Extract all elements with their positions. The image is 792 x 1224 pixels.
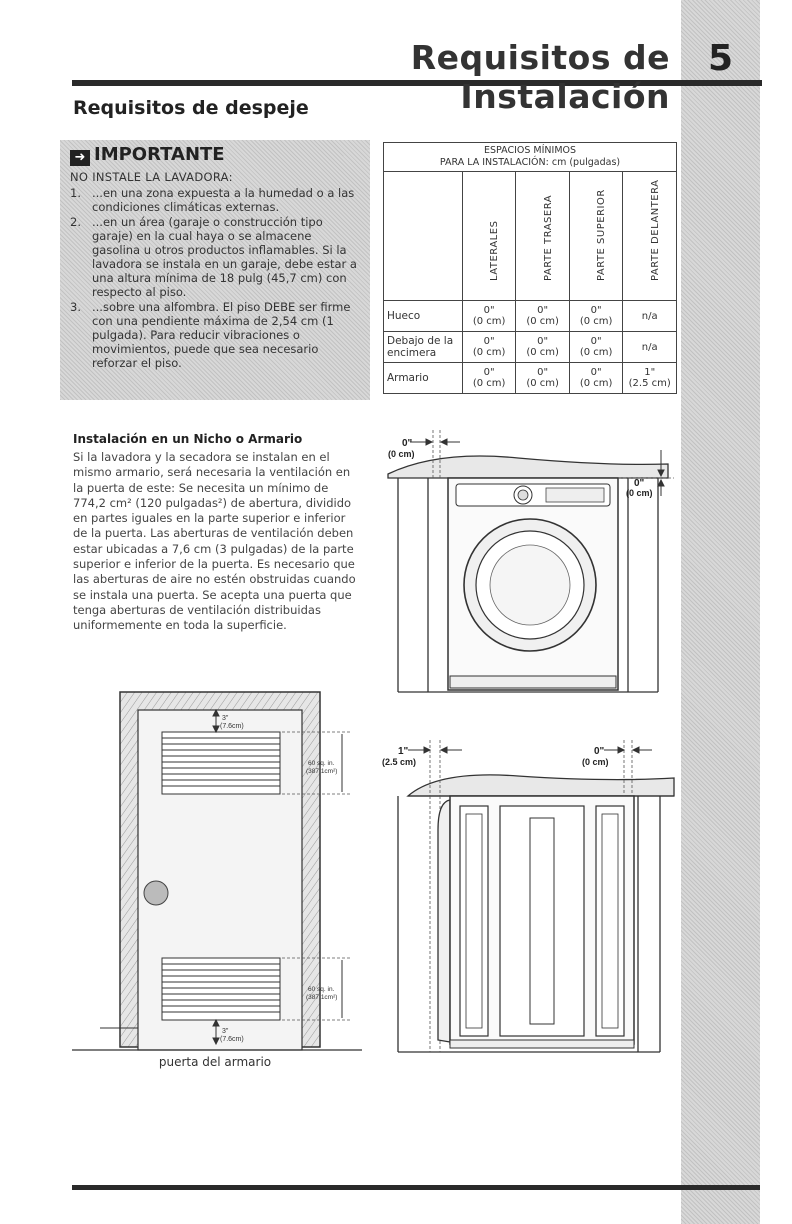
bottom-vent-area-label: 60 sq. in. [308,986,335,993]
list-item-number: 2. [70,215,81,229]
column-header-label: PARTE TRASERA [542,194,554,281]
washer-side [438,796,634,1048]
list-item-number: 1. [70,186,81,200]
list-item-text: ...en un área (garaje o construcción tipo garaje) en la cual haya o se almacene gasolina u otros productos inflamables. Si la lavadora se instala en un garaje, debe estar a una altura mínima de 18 pulg (45,7 cm) con respecto al piso. [92,215,357,299]
side-gap-label-cm: (0 cm) [388,449,415,459]
front-gap-arrows [408,747,462,753]
column-header [569,172,623,301]
table-row [384,301,677,332]
front-gap-label: 1" [398,746,409,757]
top-gap-label: 3" [222,715,229,722]
footer-rule [72,1185,760,1190]
page-number: 5 [707,38,734,79]
table-cell [462,332,516,363]
cell-inches: n/a [641,341,658,353]
column-header-label: PARTE DELANTERA [649,179,661,281]
cell-inches: 0" [590,367,602,378]
important-warning: NO INSTALE LA LAVADORA: [70,170,233,184]
bottom-vent-area-label-cm: (387.1cm²) [306,994,338,1001]
list-item [70,300,362,370]
table-cell [623,301,677,332]
column-header [516,172,570,301]
table-cell [569,301,623,332]
side-view-figure [378,740,678,1060]
row-label: Debajo de la encimera [384,332,463,363]
bottom-gap-label-cm: (7.6cm) [220,1036,244,1043]
cell-cm: (0 cm) [526,378,559,389]
cell-cm: (2.5 cm) [628,378,671,389]
important-notice [60,140,370,400]
top-gap-label-cm: (7.6cm) [220,723,244,730]
table-cell [569,363,623,394]
side-gap-label: 0" [402,438,413,449]
cell-inches: n/a [641,310,658,322]
cell-inches: 0" [590,305,602,316]
column-header [623,172,677,301]
row-label: Hueco [384,301,463,332]
table-title-line2: PARA LA INSTALACIÓN: cm (pulgadas) [439,157,621,168]
cell-inches: 0" [483,336,495,347]
cell-cm: (0 cm) [579,378,613,389]
list-item-text: ...sobre una alfombra. El piso DEBE ser firme con una pendiente máxima de 2,54 cm (1 pulgada). Para reducir vibraciones o movimientos, puede que sea necesario reforzar el piso. [92,300,351,370]
cell-cm: (0 cm) [472,316,506,327]
cell-inches: 0" [590,336,602,347]
table-cell [569,332,623,363]
table-cell [462,301,516,332]
countertop [408,775,674,796]
table-row [384,363,677,394]
table-corner [384,172,463,301]
door-caption: puerta del armario [158,1055,272,1069]
table-row [384,332,677,363]
bottom-vent [162,958,280,1020]
cell-inches: 0" [483,367,495,378]
row-label: Armario [384,363,463,394]
cell-inches: 1" [644,367,656,378]
bottom-gap-label: 3" [222,1028,229,1035]
top-vent [162,732,280,794]
cell-cm: (0 cm) [579,347,613,358]
top-gap-label-cm: (0 cm) [626,488,653,498]
cell-cm: (0 cm) [526,316,559,327]
rear-gap-label-cm: (0 cm) [582,757,609,767]
niche-title: Instalación en un Nicho o Armario [73,432,303,446]
washer-front [448,478,618,690]
front-view-figure [378,430,678,700]
countertop [388,456,668,478]
table-cell [516,332,570,363]
cell-inches: 0" [537,336,549,347]
list-item-text: ...en una zona expuesta a la humedad o a las condiciones climáticas externas. [92,186,355,214]
table-title [384,143,677,172]
section-title: Requisitos de despeje [73,97,309,119]
cell-inches: 0" [483,305,495,316]
arrow-icon: ➜ [70,150,90,166]
table-cell [623,363,677,394]
table-cell [623,332,677,363]
column-header-label: LATERALES [489,220,501,281]
top-vent-area-label-cm: (387.1cm²) [306,768,338,775]
closet-door-figure [70,690,370,1060]
cell-cm: (0 cm) [526,347,559,358]
rear-gap-label: 0" [594,746,605,757]
cell-inches: 0" [537,305,549,316]
page-title: Requisitos de Instalación [410,38,670,116]
niche-body: Si la lavadora y la secadora se instalan en el mismo armario, será necesaria la ventilación en la puerta de este: Se necesita un mínimo de 774,2 cm² (120 pulgadas²) de abertura, dividido en partes iguales en la parte superior e inferior de la puerta. Las aberturas de ventilación deben estar ubicadas a 7,6 cm (3 pulgadas) de la parte superior e inferior de la puerta. Es necesario que las aberturas de aire no estén obstruidas cuando se instala una puerta. Se acepta una puerta que tenga aberturas de ventilación distribuidas uniformemente en toda la superficie. [73,450,356,633]
list-item [70,186,362,214]
table-cell [516,363,570,394]
important-list [70,186,362,371]
list-item-number: 3. [70,300,81,314]
cell-cm: (0 cm) [472,347,506,358]
rear-gap-arrows [604,747,652,753]
cell-cm: (0 cm) [472,378,506,389]
page-side-strip [681,0,760,1224]
important-heading-text: IMPORTANTE [94,144,225,165]
table-cell [516,301,570,332]
table-title-line1: ESPACIOS MÍNIMOS [483,145,577,156]
cell-cm: (0 cm) [579,316,613,327]
front-gap-label-cm: (2.5 cm) [382,757,417,767]
cell-inches: 0" [537,367,549,378]
important-heading [70,144,225,166]
list-item [70,215,362,299]
clearance-table [383,142,677,394]
side-gap-arrows [410,439,460,445]
table-cell [462,363,516,394]
door-knob [144,881,168,905]
column-header [462,172,516,301]
top-gap-label: 0" [634,478,645,489]
column-header-label: PARTE SUPERIOR [596,189,608,281]
top-vent-area-label: 60 sq. in. [308,760,335,767]
